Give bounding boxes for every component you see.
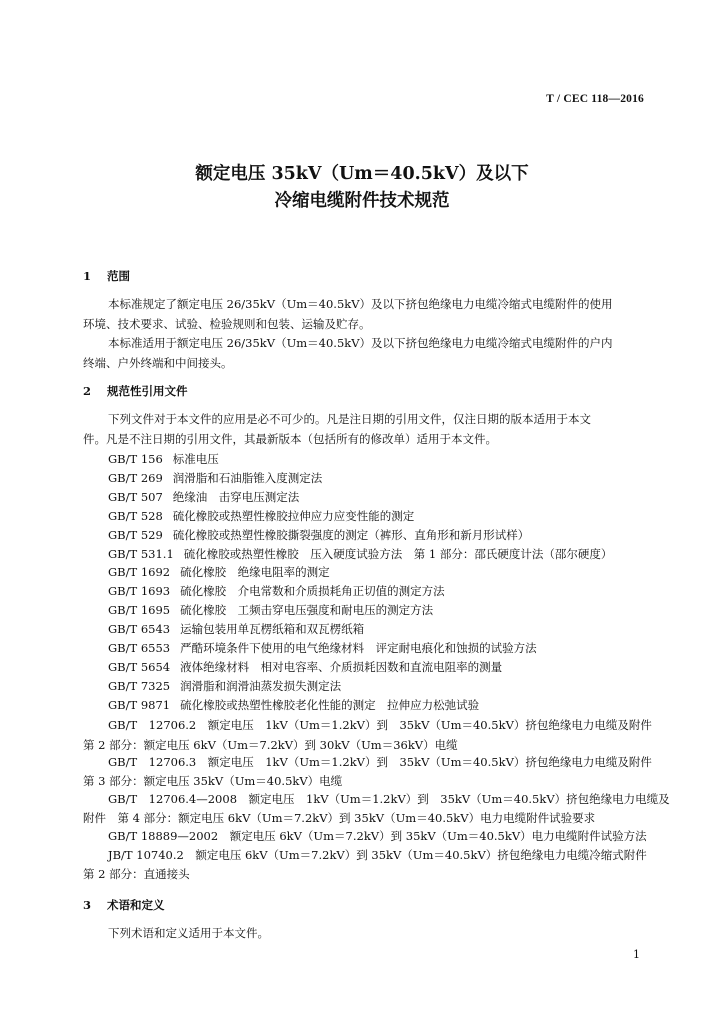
- reference-item: [108, 489, 299, 505]
- reference-item: [108, 583, 445, 599]
- section-1-heading: [83, 268, 130, 284]
- reference-code: GB/T 5654: [108, 659, 171, 674]
- reference-code: GB/T 529: [108, 527, 163, 542]
- paragraph-line: 下列术语和定义适用于本文件。: [108, 926, 269, 940]
- reference-title: 严酷环境条件下使用的电气绝缘材料 评定耐电痕化和蚀损的试验方法: [180, 641, 537, 655]
- reference-line: GB/T 12706.4—2008 额定电压 1kV（Um＝1.2kV）到 35kV（Um＝40.5kV）挤包绝缘电力电缆及: [108, 792, 670, 806]
- reference-item: [108, 508, 414, 524]
- reference-code: GB/T 507: [108, 489, 163, 504]
- reference-item: [108, 640, 537, 656]
- reference-line: 第 2 部分：直通接头: [83, 867, 190, 881]
- reference-line: 附件 第 4 部分：额定电压 6kV（Um＝7.2kV）到 35kV（Um＝40.5kV）电力电缆附件试验要求: [83, 811, 596, 825]
- paragraph-line: 终端、户外终端和中间接头。: [83, 356, 233, 370]
- section-title: 规范性引用文件: [107, 384, 188, 398]
- reference-title: 硫化橡胶或热塑性橡胶老化性能的测定 拉伸应力松弛试验: [180, 697, 480, 712]
- reference-code: GB/T 6553: [108, 641, 171, 655]
- reference-code: GB/T 1693: [108, 584, 171, 599]
- reference-title: 硫化橡胶或热塑性橡胶 压入硬度试验方法 第 1 部分：邵氏硬度计法（邵尔硬度）: [183, 546, 613, 561]
- reference-title: 硫化橡胶 绝缘电阻率的测定: [180, 565, 330, 580]
- reference-title: 硫化橡胶或热塑性橡胶撕裂强度的测定（裤形、直角形和新月形试样）: [172, 527, 530, 542]
- reference-code: GB/T 6543: [108, 622, 171, 637]
- reference-item: [108, 678, 341, 694]
- reference-item: [108, 527, 529, 543]
- paragraph-line: 环境、技术要求、试验、检验规则和包装、运输及贮存。: [83, 317, 371, 331]
- paragraph-line: 件。凡是不注日期的引用文件，其最新版本（包括所有的修改单）适用于本文件。: [83, 432, 497, 446]
- paragraph-line: 本标准规定了额定电压 26/35kV（Um＝40.5kV）及以下挤包绝缘电力电缆冷缩式电缆附件的使用: [108, 297, 613, 311]
- reference-item: [108, 659, 502, 675]
- page-number: 1: [633, 948, 640, 961]
- reference-line: 第 3 部分：额定电压 35kV（Um＝40.5kV）电缆: [83, 774, 343, 788]
- reference-code: GB/T 7325: [108, 678, 171, 693]
- paragraph-line: 本标准适用于额定电压 26/35kV（Um＝40.5kV）及以下挤包绝缘电力电缆冷缩式电缆附件的户内: [108, 336, 613, 350]
- reference-line: GB/T 12706.2 额定电压 1kV（Um＝1.2kV）到 35kV（Um＝40.5kV）挤包绝缘电力电缆及附件: [108, 718, 652, 732]
- section-3-heading: [83, 897, 165, 913]
- paragraph-line: 下列文件对于本文件的应用是必不可少的。凡是注日期的引用文件，仅注日期的版本适用于本文: [108, 412, 591, 426]
- reference-code: GB/T 1695: [108, 603, 171, 618]
- reference-line: GB/T 12706.3 额定电压 1kV（Um＝1.2kV）到 35kV（Um＝40.5kV）挤包绝缘电力电缆及附件: [108, 755, 652, 769]
- reference-code: GB/T 531.1: [108, 546, 174, 561]
- reference-code: GB/T 269: [108, 470, 163, 485]
- reference-code: GB/T 9871: [108, 697, 171, 712]
- reference-item: [108, 697, 479, 713]
- reference-line: GB/T 18889—2002 额定电压 6kV（Um＝7.2kV）到 35kV（Um＝40.5kV）电力电缆附件试验方法: [108, 829, 647, 843]
- reference-item: [108, 546, 612, 562]
- section-number: 2: [83, 384, 92, 398]
- section-number: 1: [83, 269, 92, 283]
- doc-title-line1: 额定电压 35kV（Um＝40.5kV）及以下: [195, 164, 529, 184]
- reference-title: 润滑脂和石油脂锥入度测定法: [172, 470, 323, 485]
- section-title: 术语和定义: [107, 898, 165, 912]
- reference-code: GB/T 1692: [108, 565, 171, 580]
- reference-item: [108, 451, 219, 467]
- reference-title: 硫化橡胶或热塑性橡胶拉伸应力应变性能的测定: [172, 508, 415, 523]
- section-number: 3: [83, 898, 92, 912]
- reference-item: [108, 602, 433, 618]
- standard-code-header: T / CEC 118—2016: [546, 93, 644, 105]
- section-2-heading: [83, 383, 188, 399]
- reference-title: 润滑脂和润滑油蒸发损失测定法: [180, 678, 342, 693]
- reference-line: 第 2 部分：额定电压 6kV（Um＝7.2kV）到 30kV（Um＝36kV）电缆: [83, 738, 458, 752]
- reference-line: JB/T 10740.2 额定电压 6kV（Um＝7.2kV）到 35kV（Um＝40.5kV）挤包绝缘电力电缆冷缩式附件: [108, 848, 647, 862]
- reference-title: 绝缘油 击穿电压测定法: [172, 489, 300, 504]
- reference-title: 液体绝缘材料 相对电容率、介质损耗因数和直流电阻率的测量: [180, 659, 503, 674]
- reference-title: 硫化橡胶 工频击穿电压强度和耐电压的测定方法: [180, 603, 434, 618]
- reference-item: [108, 470, 322, 486]
- section-title: 范围: [107, 269, 131, 283]
- reference-code: GB/T 528: [108, 508, 163, 523]
- reference-item: [108, 621, 364, 637]
- reference-title: 运输包装用单瓦楞纸箱和双瓦楞纸箱: [180, 622, 365, 637]
- doc-title-line2: 冷缩电缆附件技术规范: [274, 191, 450, 211]
- reference-code: GB/T 156: [108, 452, 163, 466]
- reference-title: 硫化橡胶 介电常数和介质损耗角正切值的测定方法: [180, 584, 445, 599]
- reference-title: 标准电压: [172, 452, 219, 466]
- reference-item: [108, 564, 330, 580]
